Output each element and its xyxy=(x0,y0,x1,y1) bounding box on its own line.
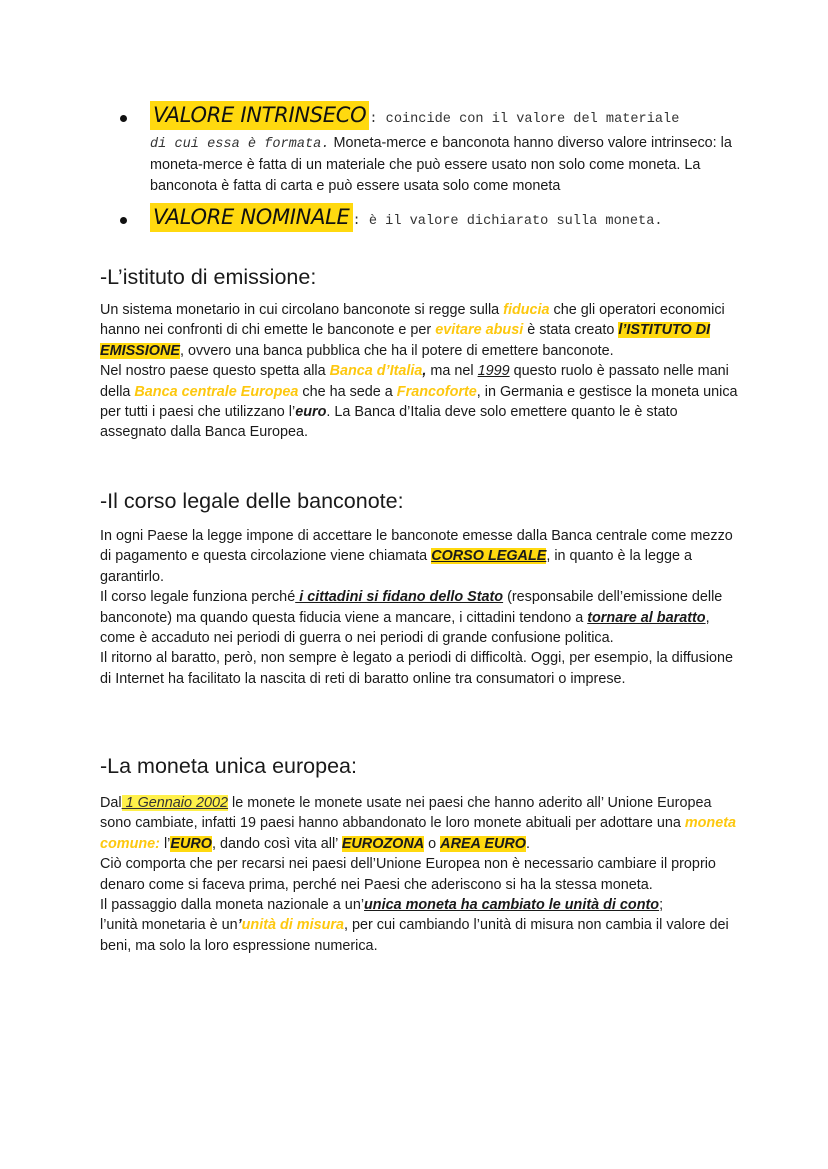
section-title: -Il corso legale delle banconote: xyxy=(100,489,404,513)
keyword-istituto-emissione: l’ISTITUTO DI EMISSIONE xyxy=(100,322,711,359)
bullet-explanation: Moneta-merce e banconota hanno diverso valore intrinseco: la moneta-merce è fatta di un materiale che può essere usato non solo come moneta. La banconota è fatta di carta e può essere usata solo come moneta xyxy=(150,135,732,194)
keyword-area-euro: AREA EURO xyxy=(440,835,526,852)
paragraph: l’unità monetaria è un’unità di misura, per cui cambiando l’unità di misura non cambia il valore dei beni, ma solo la loro espressione numerica. xyxy=(100,917,729,954)
keyword-unita-misura: unità di misura xyxy=(241,917,344,934)
paragraph: In ogni Paese la legge impone di accettare le banconote emesse dalla Banca centrale come mezzo di pagamento e questa circolazione viene chiamata CORSO LEGALE, in quanto è la legge a garantirlo. xyxy=(100,528,733,585)
bullet-dot-icon xyxy=(120,115,127,122)
keyword-1999: 1999 xyxy=(477,363,510,380)
keyword-euro: euro xyxy=(295,404,327,421)
paragraph: Un sistema monetario in cui circolano banconote si regge sulla fiducia che gli operatori economici hanno nei confronti di chi emette le banconote e per evitare abusi è stata creato l’ISTITUTO DI EMISSIONE, ovvero una banca pubblica che ha il potere di emettere banconote. xyxy=(100,302,725,359)
paragraph: Il ritorno al baratto, però, non sempre è legato a periodi di difficoltà. Oggi, per esempio, la diffusione di Internet ha facilitato la nascita di reti di baratto online tra consumatori o imprese. xyxy=(100,650,734,687)
keyword-moneta-comune: moneta comune: xyxy=(100,815,737,852)
section-title: -L’istituto di emissione: xyxy=(100,265,317,289)
paragraph: Il passaggio dalla moneta nazionale a un’unica moneta ha cambiato le unità di conto; xyxy=(100,897,664,914)
keyword-bce: Banca centrale Europea xyxy=(134,383,299,400)
keyword-eurozona: EUROZONA xyxy=(341,835,425,852)
keyword-fiducia: fiducia xyxy=(503,302,550,318)
keyword-unita-conto: unica moneta ha cambiato le unità di conto xyxy=(364,897,660,914)
paragraph: Ciò comporta che per recarsi nei paesi dell’Unione Europea non è necessario cambiare il proprio denaro come si faceva prima, perché nei Paesi che aderiscono si ha la stessa moneta. xyxy=(100,856,716,893)
keyword-baratto: tornare al baratto xyxy=(587,609,706,626)
section-title: -La moneta unica europea: xyxy=(100,754,357,778)
term-valore-nominale: VALORE NOMINALE xyxy=(150,203,353,232)
bullet-valore-nominale: VALORE NOMINALE : è il valore dichiarato sulla moneta. xyxy=(120,202,740,237)
keyword-fiducia-stato: i cittadini si fidano dello Stato xyxy=(295,589,504,606)
bullet-dot-icon xyxy=(120,217,127,224)
definition-text: coincide con il valore del materiale xyxy=(377,112,680,127)
definition-text-continued: di cui essa è formata. xyxy=(150,137,330,152)
section-corso-legale xyxy=(100,489,740,689)
paragraph: Nel nostro paese questo spetta alla Banca d’Italia, ma nel 1999 questo ruolo è passato nelle mani della Banca centrale Europea che ha sede a Francoforte, in Germania e gestisce la moneta unica per tutti i paesi che utilizzano l’euro. La Banca d’Italia deve solo emettere quanto le è stato assegnato dalla Banca Europea. xyxy=(100,363,738,441)
keyword-corso-legale: CORSO LEGALE xyxy=(431,548,547,565)
section-istituto-emissione xyxy=(100,265,740,443)
keyword-banca-italia: Banca d’Italia xyxy=(329,363,423,380)
keyword-evitare-abusi: evitare abusi xyxy=(435,322,524,339)
bullet-valore-intrinseco: VALORE INTRINSECO : coincide con il valore del materiale di cui essa è formata. Moneta-merce e banconota hanno diverso valore intrinseco: la moneta-merce è fatta di un materiale che può essere usato non solo come moneta. La banconota è fatta di carta e può essere usata solo come moneta xyxy=(120,100,740,196)
definition-text: è il valore dichiarato sulla moneta. xyxy=(360,214,663,230)
term-valore-intrinseco: VALORE INTRINSECO xyxy=(150,101,369,130)
keyword-euro: EURO xyxy=(170,835,212,852)
definition-bullets xyxy=(120,100,740,237)
paragraph: Dal 1 Gennaio 2002 le monete le monete usate nei paesi che hanno aderito all’ Unione Europea sono cambiate, infatti 19 paesi hanno abbandonato le loro monete abituali per adottare una moneta comune: l’EURO, dando così vita all’ EUROZONA o AREA EURO. xyxy=(100,795,737,852)
paragraph: Il corso legale funziona perché i cittadini si fidano dello Stato (responsabile dell’emissione delle banconote) ma quando questa fiducia viene a mancare, i cittadini tendono a tornare al baratto, come è accaduto nei periodi di guerra o nei periodi di grande confusione politica. xyxy=(100,589,723,647)
keyword-data: 1 Gennaio 2002 xyxy=(121,795,229,811)
keyword-francoforte: Francoforte xyxy=(396,383,477,400)
section-moneta-unica xyxy=(100,754,740,956)
